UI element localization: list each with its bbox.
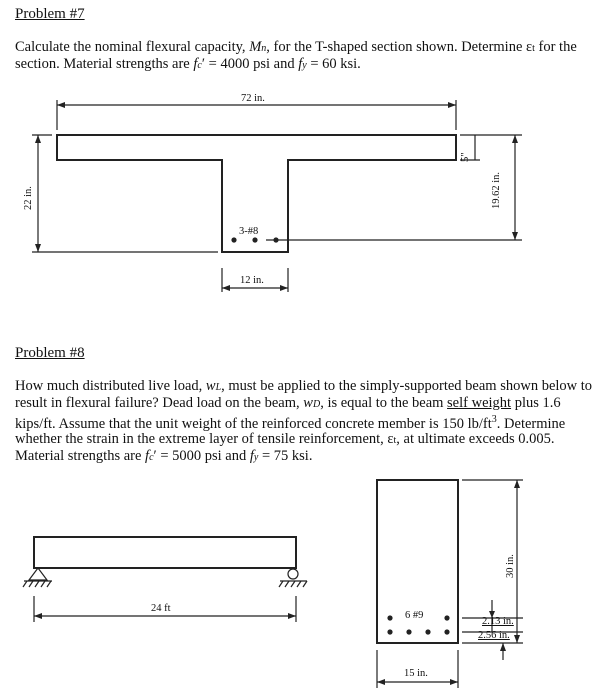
- problem-7-text: Calculate the nominal flexural capacity, Mn, for the T-shaped section shown. Determine εt for the section. Material strengths are fc′ = 4000 psi and fy = 60 ksi.: [15, 39, 577, 72]
- rebar-dot: [387, 615, 392, 620]
- problem-7-heading: Problem #7: [15, 6, 85, 22]
- bar-spacing-bottom-label: 2.56 in.: [478, 630, 510, 641]
- rect-bars-label: 6 #9: [405, 610, 424, 621]
- problem-8-text: How much distributed live load, wL, must be applied to the simply-supported beam shown below to result in flexural failure? Dead load on the beam, wD, is equal to the beam self weight plus 1.6 kips/ft. Assume that the unit weight of the reinforced concrete member is 150 $lb/ft^3$. Determine whether the strain in the extreme layer of tensile reinforcement, εt, at ultimate exceeds 0.005. Material strengths are fc′ = 5000 psi and fy = 75 ksi.: [15, 378, 593, 464]
- t-beam-bars-label: 3-#8: [239, 226, 259, 237]
- beam-body: [34, 537, 296, 568]
- total-height-label: 22 in.: [23, 186, 34, 210]
- flange-thickness-label: 5": [460, 152, 471, 162]
- pin-support: [29, 568, 47, 580]
- roller-support: [288, 569, 298, 579]
- section-width-label: 15 in.: [404, 668, 428, 679]
- section-height-label: 30 in.: [505, 554, 516, 578]
- rebar-dot: [425, 629, 430, 634]
- flange-width-label: 72 in.: [241, 93, 265, 104]
- rebar-dot: [444, 615, 449, 620]
- problem-8-heading: Problem #8: [15, 345, 85, 361]
- web-width-label: 12 in.: [240, 275, 264, 286]
- rebar-dot: [406, 629, 411, 634]
- rebar-dot: [387, 629, 392, 634]
- rebar-dot: [444, 629, 449, 634]
- bar-spacing-top-label: 2.13 in.: [482, 616, 514, 627]
- effective-depth-label: 19.62 in.: [491, 171, 502, 209]
- span-label: 24 ft: [151, 603, 171, 614]
